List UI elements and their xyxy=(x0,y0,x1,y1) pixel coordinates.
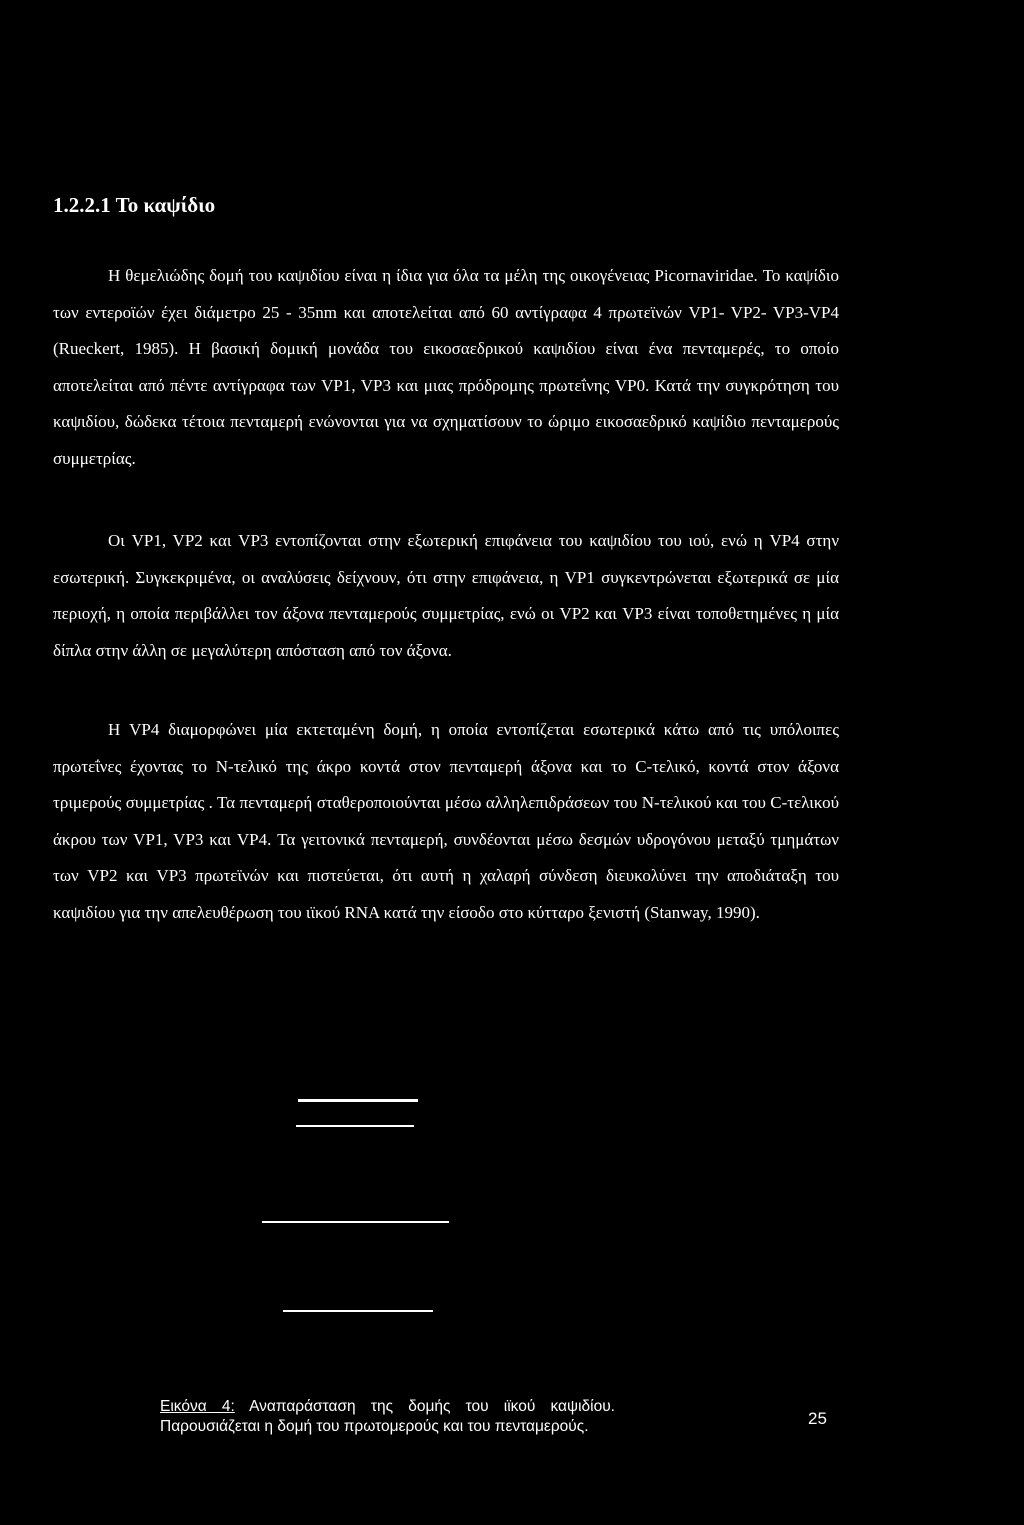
figure-line-bottom xyxy=(283,1310,433,1312)
paragraph-text: Οι VP1, VP2 και VP3 εντοπίζονται στην εξωτερική επιφάνεια του καψιδίου του ιού, ενώ η VP4 στην εσωτερική. Συγκεκριμένα, οι αναλύσεις δείχνουν, ότι στην επιφάνεια, η VP1 συγκεντρώνεται εξωτερικά σε μία περιοχή, η οποία περιβάλλει τον άξονα πενταμερούς συμμετρίας, ενώ οι VP2 και VP3 είναι τοποθετημένες η μία δίπλα στην άλλη σε μεγαλύτερη απόσταση από τον άξονα. xyxy=(53,531,839,660)
page-number: 25 xyxy=(808,1409,827,1428)
paragraph-text: Η VP4 διαμορφώνει μία εκτεταμένη δομή, η οποία εντοπίζεται εσωτερικά κάτω από τις υπόλοιπες πρωτεΐνες έχοντας το Ν-τελικό της άκρο κοντά στον πενταμερή άξονα και το C-τελικό, κοντά στον άξονα τριμερούς συμμετρίας . Τα πενταμερή σταθεροποιούνται μέσω αλληλεπιδράσεων του Ν-τελικού και του C-τελικού άκρου των VP1, VP3 και VP4. Τα γειτονικά πενταμερή, συνδέονται μέσω δεσμών υδρογόνου μεταξύ τμημάτων των VP2 και VP3 πρωτεϊνών και πιστεύεται, ότι αυτή η χαλαρή σύνδεση διευκολύνει την αποδιάταξη του καψιδίου για την απελευθέρωση του ιϊκού RNA κατά την είσοδο στο κύτταρο ξενιστή (Stanway, 1990). xyxy=(53,720,839,922)
figure-label: Εικόνα 4: xyxy=(160,1398,235,1415)
figure-caption xyxy=(160,1397,615,1437)
section-heading: 1.2.2.1 Το καψίδιο xyxy=(53,193,216,217)
figure-line-top xyxy=(298,1099,418,1102)
figure-line-top-thin xyxy=(296,1125,414,1127)
paragraph-3 xyxy=(53,712,839,931)
figure-caption-text: Αναπαράσταση της δομής του ιϊκού καψιδίου. Παρουσιάζεται η δομή του πρωτομερούς και του πενταμερούς. xyxy=(160,1398,615,1435)
paragraph-2 xyxy=(53,523,839,669)
paragraph-1 xyxy=(53,258,839,477)
figure-line-middle xyxy=(262,1221,449,1223)
paragraph-text: Η θεμελιώδης δομή του καψιδίου είναι η ίδια για όλα τα μέλη της οικογένειας Picornaviridae. Το καψίδιο των εντεροϊών έχει διάμετρο 25 - 35nm και αποτελείται από 60 αντίγραφα 4 πρωτεϊνών VP1- VP2- VP3-VP4 (Rueckert, 1985). Η βασική δομική μονάδα του εικοσαεδρικού καψιδίου είναι ένα πενταμερές, το οποίο αποτελείται από πέντε αντίγραφα των VP1, VP3 και μιας πρόδρομης πρωτεΐνης VP0. Κατά την συγκρότηση του καψιδίου, δώδεκα τέτοια πενταμερή ενώνονται για να σχηματίσουν το ώριμο εικοσαεδρικό καψίδιο πενταμερούς συμμετρίας. xyxy=(53,266,839,468)
